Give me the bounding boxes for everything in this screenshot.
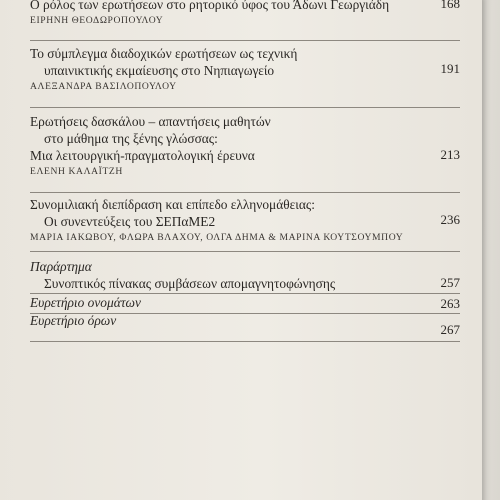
entry-title-line: Μια λειτουργική-πραγματολογική έρευνα bbox=[30, 148, 255, 163]
entry-title-line: υπαινικτικής εκμαίευσης στο Νηπιαγωγείο bbox=[44, 63, 275, 78]
entry-title-line: Συνομιλιακή διεπίδραση και επίπεδο ελληνομάθειας: bbox=[30, 197, 315, 212]
divider bbox=[30, 251, 460, 252]
appendix-heading: Παράρτημα bbox=[30, 259, 92, 274]
entry-page-number: 191 bbox=[440, 61, 460, 76]
entry-title-line: Οι συνεντεύξεις του ΣΕΠαΜΕ2 bbox=[44, 214, 216, 229]
entry-author: ΑΛΕΞΑΝΔΡΑ ΒΑΣΙΛΟΠΟΥΛΟΥ bbox=[30, 81, 177, 92]
divider bbox=[30, 341, 460, 342]
appendix-title: Συνοπτικός πίνακας συμβάσεων απομαγνητοφώνησης bbox=[44, 276, 336, 291]
appendix-page-number: 257 bbox=[440, 275, 460, 290]
entry-page-number: 168 bbox=[440, 0, 460, 11]
entry-author: ΕΙΡΗΝΗ ΘΕΟΔΩΡΟΠΟΥΛΟΥ bbox=[30, 15, 164, 26]
index-terms-title: Ευρετήριο όρων bbox=[30, 313, 117, 328]
entry-page-number: 213 bbox=[440, 147, 460, 162]
entry-title-line: Ο ρόλος των ερωτήσεων στο ρητορικό ύφος του Άδωνι Γεωργιάδη bbox=[30, 0, 390, 12]
entry-title-line: στο μάθημα της ξένης γλώσσας: bbox=[44, 131, 218, 146]
entry-page-number: 236 bbox=[440, 212, 460, 227]
appendix-entry bbox=[30, 258, 460, 292]
index-names-entry bbox=[30, 294, 460, 311]
divider bbox=[30, 107, 460, 108]
index-names-page-number: 263 bbox=[440, 296, 460, 311]
entry-title-line: Ερωτήσεις δασκάλου – απαντήσεις μαθητών bbox=[30, 114, 271, 129]
toc-entry bbox=[30, 113, 460, 179]
entry-author: ΕΛΕΝΗ ΚΑΛΑΪΤΖΗ bbox=[30, 166, 123, 177]
index-terms-page-number: 267 bbox=[440, 322, 460, 337]
toc-entry bbox=[30, 45, 460, 94]
index-names-title: Ευρετήριο ονομάτων bbox=[30, 295, 141, 310]
toc-entry bbox=[30, 0, 460, 28]
toc-entry bbox=[30, 196, 460, 245]
divider bbox=[30, 40, 460, 41]
divider bbox=[30, 192, 460, 193]
index-terms-entry bbox=[30, 312, 460, 337]
entry-author: ΜΑΡΙΑ ΙΑΚΩΒΟΥ, ΦΛΩΡΑ ΒΛΑΧΟΥ, ΟΛΓΑ ΔΗΜΑ & ΜΑΡΙΝΑ ΚΟΥΤΣΟΥΜΠΟΥ bbox=[30, 232, 404, 243]
entry-title-line: Το σύμπλεγμα διαδοχικών ερωτήσεων ως τεχνική bbox=[30, 46, 298, 61]
